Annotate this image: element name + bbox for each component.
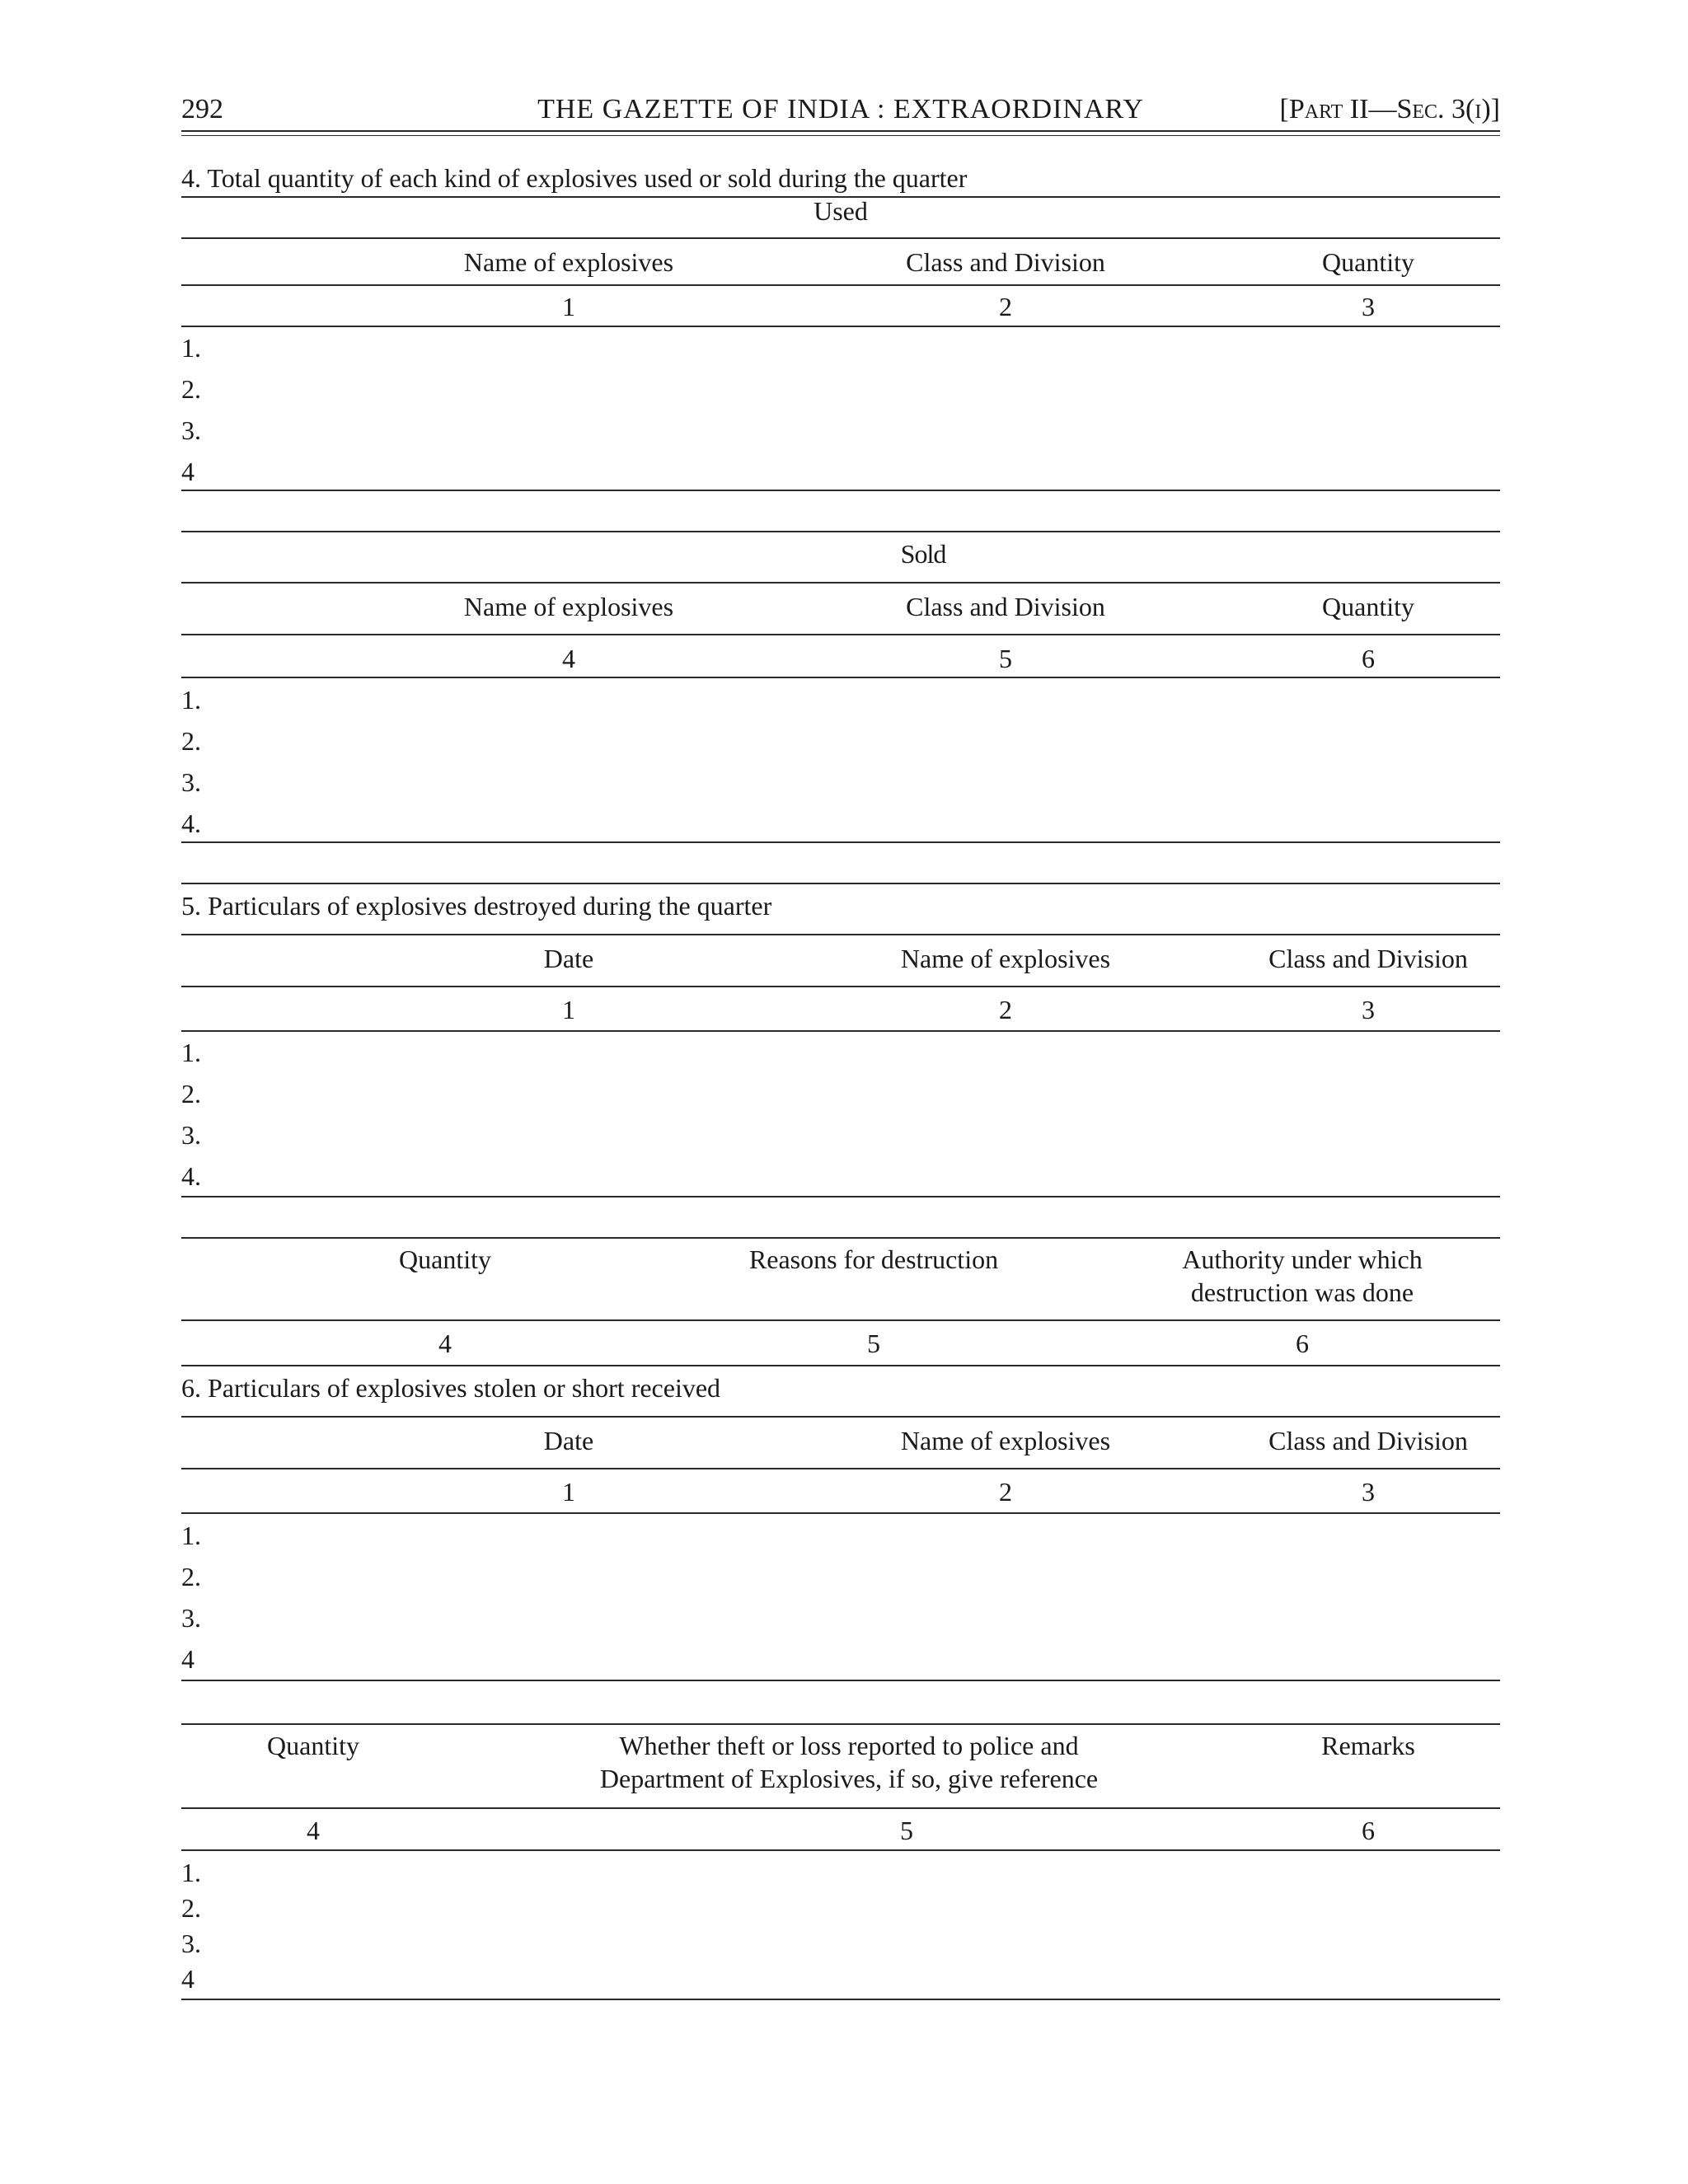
row-number: 3. [181, 1120, 201, 1150]
section6-title: 6. Particulars of explosives stolen or short received [181, 1373, 721, 1403]
rule [181, 883, 1500, 884]
rule [181, 326, 1500, 327]
row-number: 3. [181, 1929, 201, 1958]
col-header: Name of explosives [900, 944, 1111, 973]
col-header: Class and Division [906, 592, 1105, 621]
row-number: 4 [181, 1964, 195, 1994]
row-number: 4 [181, 457, 195, 486]
row-number: 1. [181, 685, 201, 715]
rule [181, 1365, 1500, 1366]
row-number: 1. [181, 1858, 201, 1887]
header-rule-2 [181, 135, 1500, 136]
col-number: 6 [1296, 1329, 1309, 1358]
col-header: Class and Division [906, 247, 1105, 277]
col-number: 1 [562, 1477, 575, 1507]
col-header: Class and Division [1268, 1426, 1468, 1455]
row-number: 4 [181, 1644, 195, 1674]
rule [181, 634, 1500, 635]
col-number: 2 [999, 1477, 1012, 1507]
col-number: 3 [1362, 995, 1375, 1024]
rule [181, 1468, 1500, 1469]
col-number: 2 [999, 995, 1012, 1024]
row-number: 4. [181, 1161, 201, 1191]
col-header: Quantity [399, 1244, 491, 1274]
row-number: 2. [181, 374, 201, 404]
col-number: 4 [562, 644, 575, 673]
page-number: 292 [181, 94, 223, 124]
gazette-title: THE GAZETTE OF INDIA : EXTRAORDINARY [537, 94, 1144, 124]
rule [181, 934, 1500, 935]
col-number: 1 [562, 292, 575, 321]
col-number: 1 [562, 995, 575, 1024]
row-number: 2. [181, 1893, 201, 1923]
rule [181, 1030, 1500, 1032]
col-number: 6 [1362, 1816, 1375, 1845]
col-header: Date [543, 1426, 594, 1455]
col-header: Name of explosives [900, 1426, 1111, 1455]
col-header: Whether theft or loss reported to police and [619, 1731, 1079, 1760]
row-number: 2. [181, 1079, 201, 1108]
rule [181, 1237, 1500, 1239]
row-number: 1. [181, 1521, 201, 1550]
rule [181, 1416, 1500, 1418]
rule [181, 677, 1500, 678]
rule [181, 1319, 1500, 1321]
rule [181, 582, 1500, 583]
row-number: 3. [181, 1603, 201, 1633]
col-number: 3 [1362, 292, 1375, 321]
rule [181, 284, 1500, 286]
rule [181, 1512, 1500, 1514]
col-number: 4 [438, 1329, 452, 1358]
col-header: Class and Division [1268, 944, 1468, 973]
row-number: 4. [181, 808, 201, 838]
row-number: 2. [181, 1562, 201, 1591]
rule [181, 1999, 1500, 2000]
col-header: Name of explosives [463, 247, 674, 277]
col-header: Date [543, 944, 594, 973]
row-number: 3. [181, 415, 201, 445]
rule [181, 1849, 1500, 1851]
sold-label: Sold [900, 539, 946, 569]
col-number: 4 [307, 1816, 320, 1845]
section5-title: 5. Particulars of explosives destroyed during the quarter [181, 891, 772, 921]
col-header: Name of explosives [463, 592, 674, 621]
col-header: destruction was done [1190, 1277, 1414, 1307]
col-number: 5 [867, 1329, 880, 1358]
col-header: Reasons for destruction [748, 1244, 999, 1274]
col-number: 3 [1362, 1477, 1375, 1507]
row-number: 1. [181, 333, 201, 363]
col-header: Quantity [267, 1731, 359, 1760]
section4-title: 4. Total quantity of each kind of explosives used or sold during the quarter [181, 163, 968, 193]
part-section: [Part II—Sec. 3(i)] [1279, 94, 1500, 124]
header-rule-1 [181, 130, 1500, 132]
col-number: 2 [999, 292, 1012, 321]
row-number: 3. [181, 767, 201, 797]
rule [181, 1807, 1500, 1809]
rule [181, 986, 1500, 987]
rule [181, 237, 1500, 239]
row-number: 2. [181, 726, 201, 756]
col-number: 6 [1362, 644, 1375, 673]
col-number: 5 [999, 644, 1012, 673]
rule [181, 1723, 1500, 1725]
col-header: Quantity [1322, 592, 1414, 621]
used-label: Used [814, 196, 868, 226]
rule [181, 531, 1500, 532]
rule [181, 841, 1500, 843]
col-header: Quantity [1322, 247, 1414, 277]
rule [181, 1196, 1500, 1197]
col-header: Remarks [1321, 1731, 1415, 1760]
col-header: Authority under which [1182, 1244, 1423, 1274]
row-number: 1. [181, 1038, 201, 1067]
rule [181, 490, 1500, 491]
rule [181, 1680, 1500, 1681]
col-number: 5 [900, 1816, 913, 1845]
col-header: Department of Explosives, if so, give reference [599, 1764, 1099, 1793]
